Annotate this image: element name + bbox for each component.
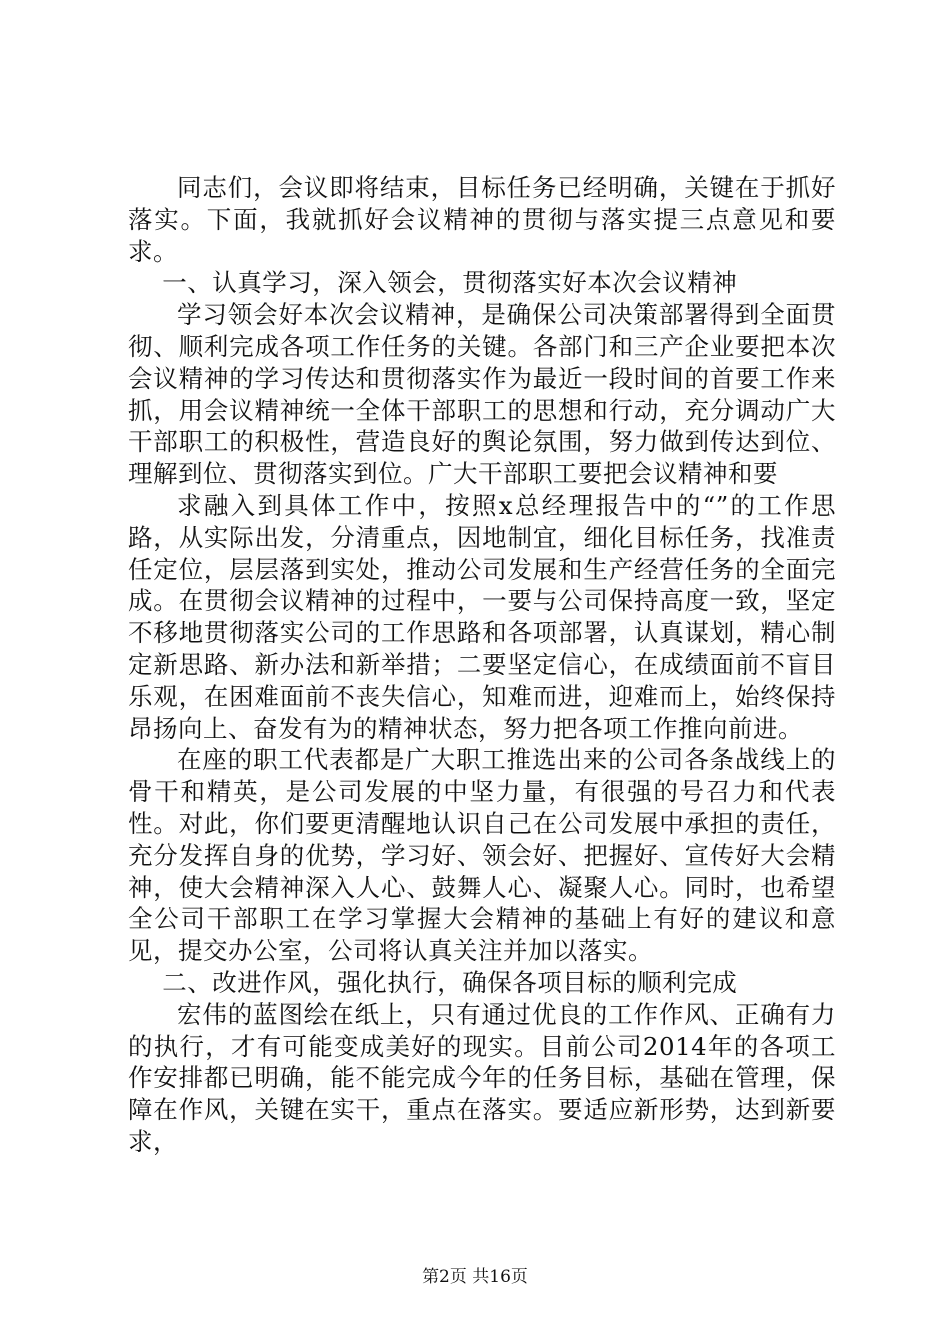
- section-heading-2: 二、改进作风，强化执行，确保各项目标的顺利完成: [162, 967, 738, 997]
- section-heading-1: 一、认真学习，深入领会，贯彻落实好本次会议精神: [162, 268, 738, 298]
- paragraph-representatives: 在座的职工代表都是广大职工推选出来的公司各条战线上的骨干和精英，是公司发展的中坚力量，有很强的号召力和代表性。对此，你们要更清醒地认识自己在公司发展中承担的责任，充分发挥自身的优势，学习好、领会好、把握好、宣传好大会精神，使大会精神深入人心、鼓舞人心、凝聚人心。同时，也希望全公司干部职工在学习掌握大会精神的基础上有好的建议和意见，提交办公室，公司将认真关注并加以落实。: [128, 745, 836, 966]
- paragraph-intro: 同志们，会议即将结束，目标任务已经明确，关键在于抓好落实。下面，我就抓好会议精神的贯彻与落实提三点意见和要求。: [128, 173, 836, 266]
- page-number-footer: 第2页 共16页: [422, 1267, 528, 1287]
- paragraph-study: 学习领会好本次会议精神，是确保公司决策部署得到全面贯彻、顺利完成各项工作任务的关键。各部门和三产企业要把本次会议精神的学习传达和贯彻落实作为最近一段时间的首要工作来抓，用会议精神统一全体干部职工的思想和行动，充分调动广大干部职工的积极性，营造良好的舆论氛围，努力做到传达到位、理解到位、贯彻落实到位。广大干部职工要把会议精神和要: [128, 300, 836, 489]
- paragraph-integrate: 求融入到具体工作中，按照x总经理报告中的“”的工作思路，从实际出发，分清重点，因地制宜，细化目标任务，找准责任定位，层层落到实处，推动公司发展和生产经营任务的全面完成。在贯彻会议精神的过程中，一要与公司保持高度一致，坚定不移地贯彻落实公司的工作思路和各项部署，认真谋划，精心制定新思路、新办法和新举措；二要坚定信心，在成绩面前不盲目乐观，在困难面前不丧失信心，知难而进，迎难而上，始终保持昂扬向上、奋发有为的精神状态，努力把各项工作推向前进。: [128, 490, 836, 743]
- paragraph-blueprint: 宏伟的蓝图绘在纸上，只有通过优良的工作作风、正确有力的执行，才有可能变成美好的现实。目前公司2014年的各项工作安排都已明确，能不能完成今年的任务目标，基础在管理，保障在作风，关键在实干，重点在落实。要适应新形势，达到新要求，: [128, 999, 836, 1156]
- document-body: [128, 172, 836, 1158]
